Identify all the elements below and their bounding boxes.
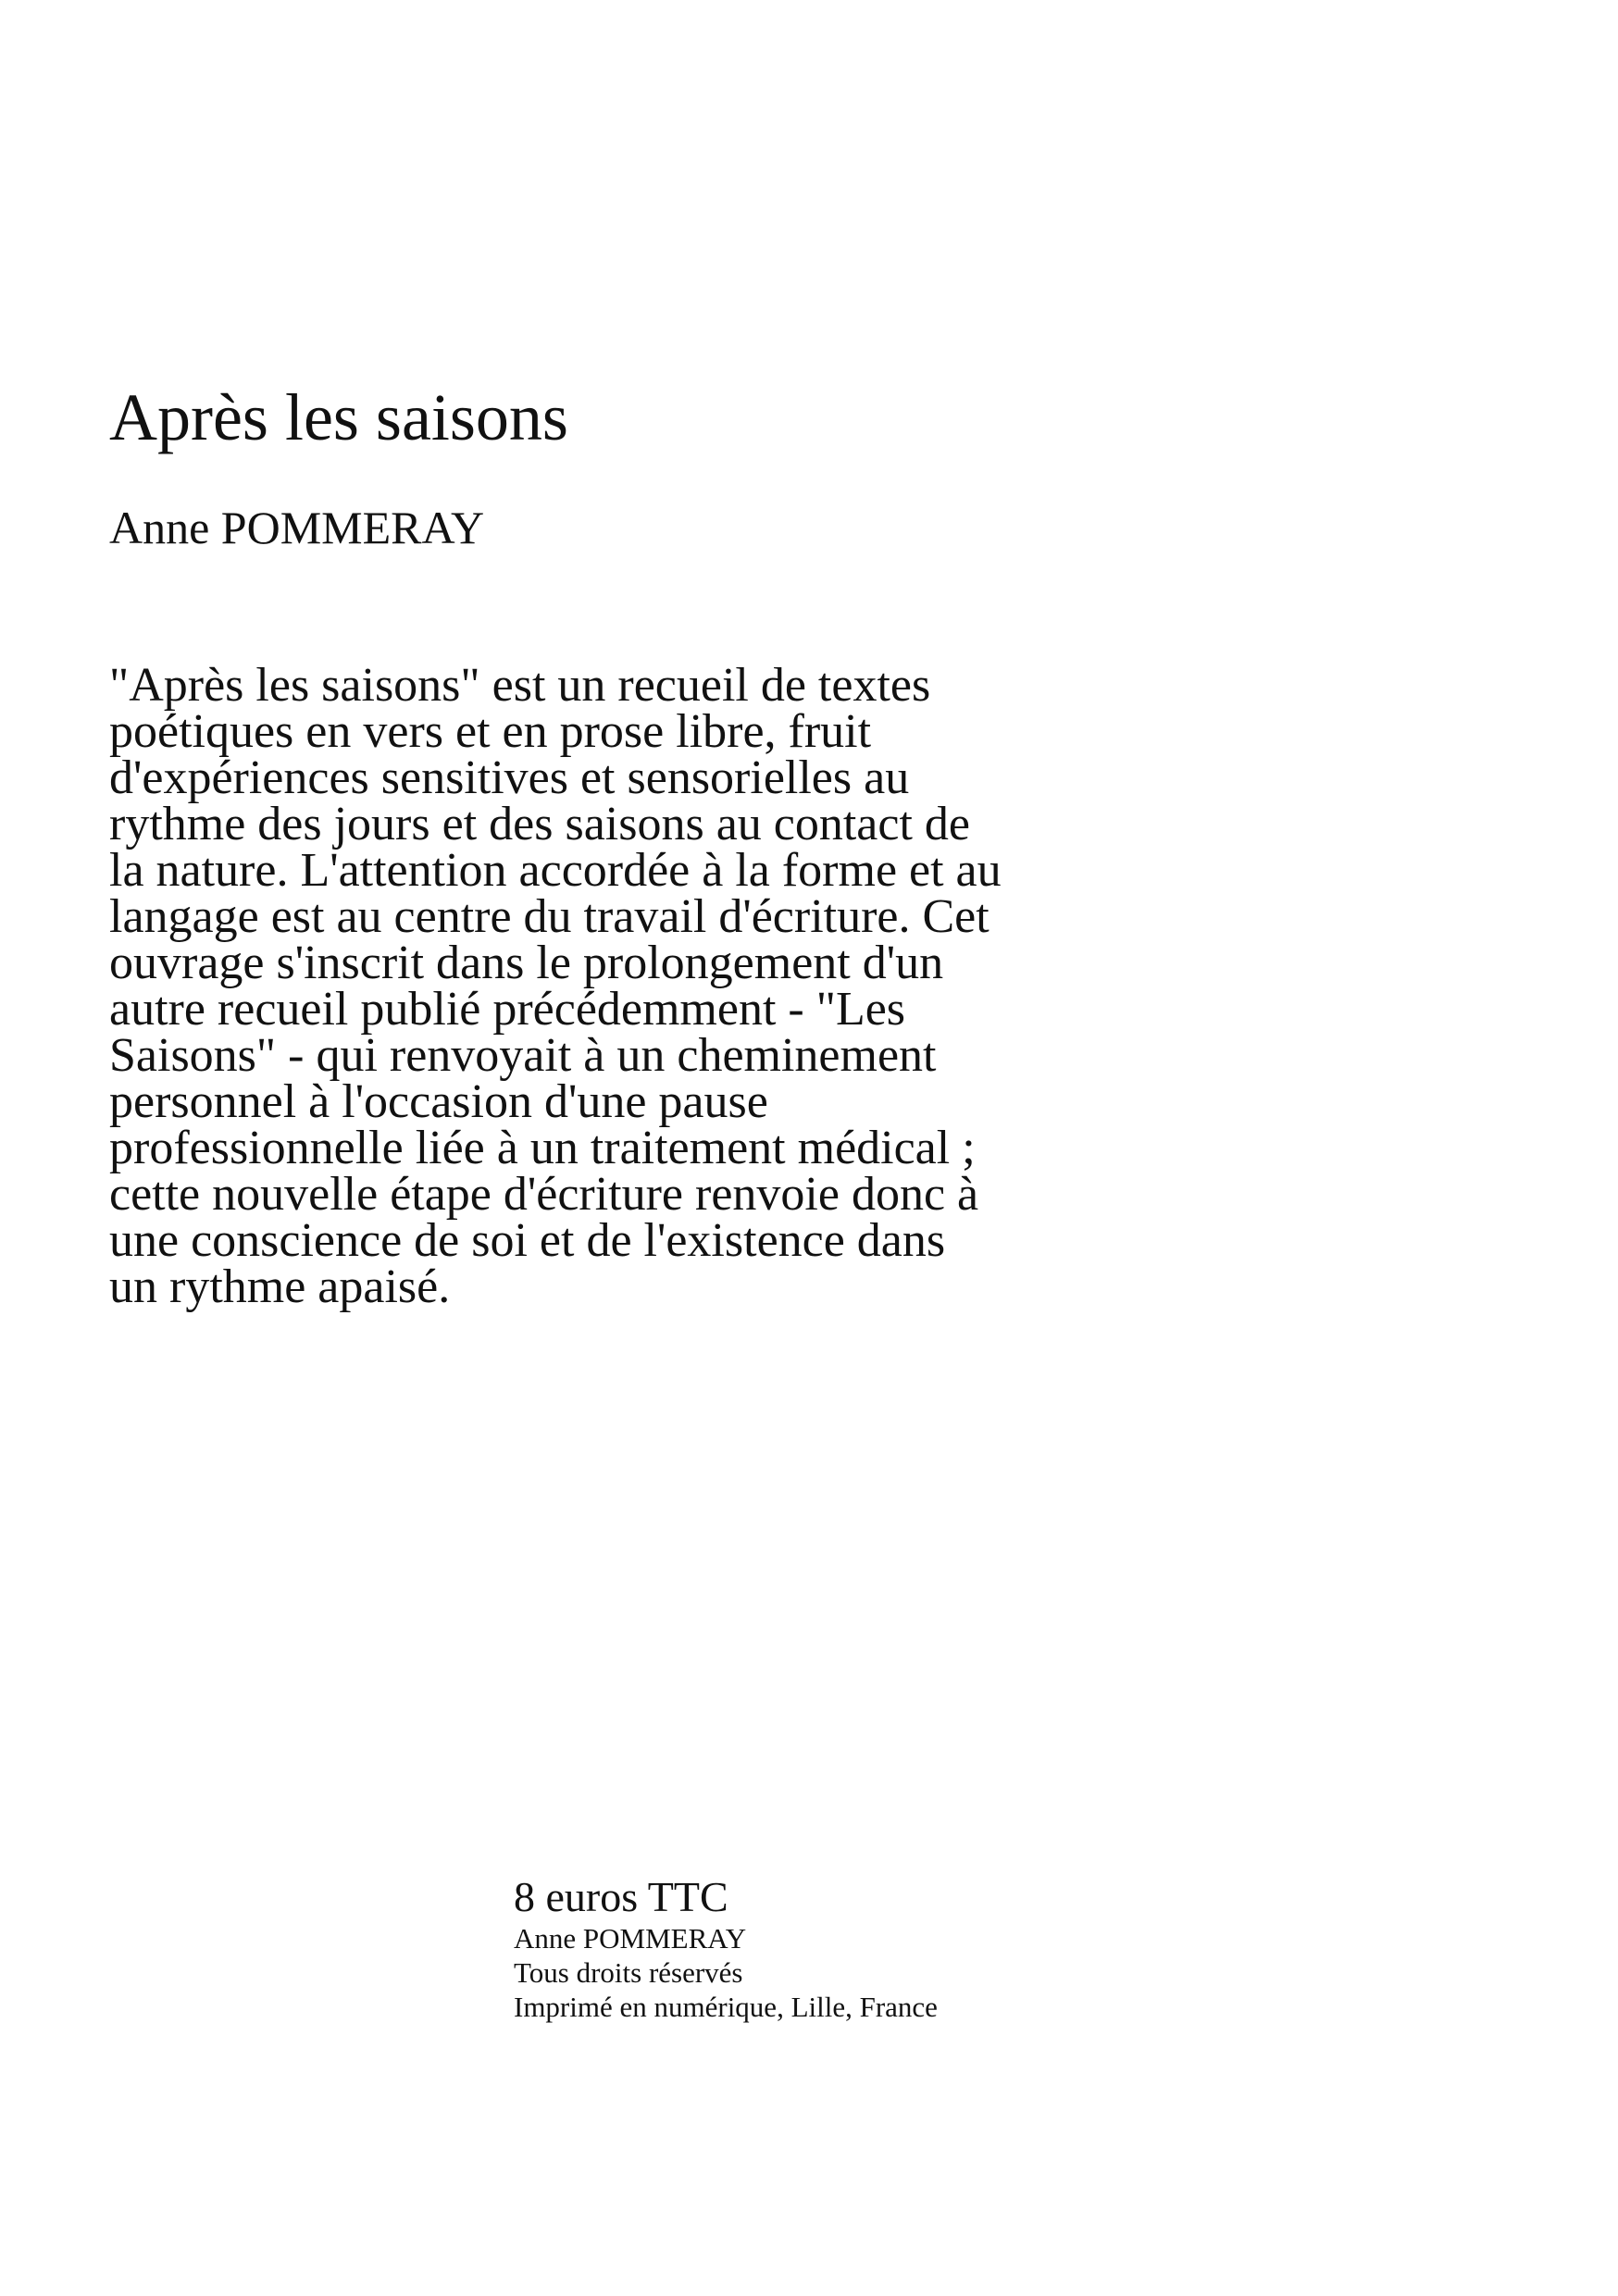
imprint-rights: Tous droits réservés [514, 1956, 743, 1989]
summary-line: personnel à l'occasion d'une pause [109, 1075, 768, 1128]
book-summary [109, 659, 1257, 1313]
imprint-author: Anne POMMERAY [514, 1922, 747, 1955]
imprint-block [514, 1873, 1254, 2024]
summary-line: ouvrage s'inscrit dans le prolongement d'un [109, 937, 944, 989]
summary-line: professionnelle liée à un traitement médical ; [109, 1122, 976, 1174]
summary-line: un rythme apaisé. [109, 1260, 451, 1313]
summary-line: poétiques en vers et en prose libre, fruit [109, 705, 872, 758]
imprint-printing: Imprimé en numérique, Lille, France [514, 1991, 938, 2023]
summary-line: rythme des jours et des saisons au contact de [109, 798, 970, 850]
summary-line: langage est au centre du travail d'écriture. Cet [109, 890, 989, 943]
summary-line: Saisons" - qui renvoyait à un cheminement [109, 1029, 937, 1082]
summary-line: cette nouvelle étape d'écriture renvoie donc à [109, 1168, 979, 1221]
summary-line: une conscience de soi et de l'existence dans [109, 1214, 946, 1267]
summary-line: "Après les saisons" est un recueil de textes [109, 659, 931, 712]
book-title: Après les saisons [109, 380, 568, 454]
book-author: Anne POMMERAY [109, 502, 485, 553]
summary-line: d'expériences sensitives et sensorielles au [109, 751, 910, 804]
summary-line: autre recueil publié précédemment - "Les [109, 983, 906, 1036]
price-label: 8 euros TTC [514, 1873, 728, 1920]
summary-line: la nature. L'attention accordée à la forme et au [109, 844, 1002, 897]
